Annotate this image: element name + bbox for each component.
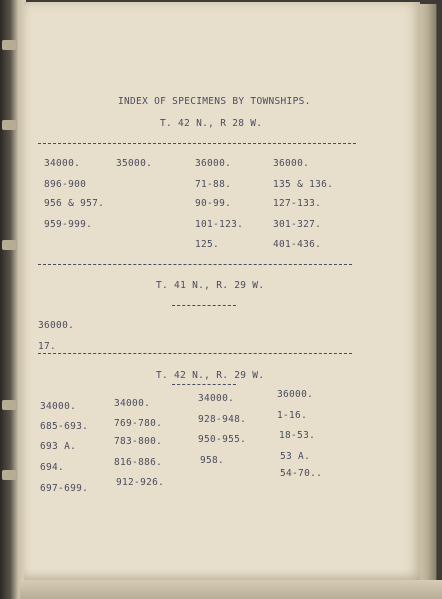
specimen-entry: 1-16. [277,410,308,421]
specimen-entry: 816-886. [114,457,163,468]
specimen-entry: 958. [200,455,225,466]
document-title: INDEX OF SPECIMENS BY TOWNSHIPS. [118,96,311,107]
specimen-entry: 783-800. [114,436,163,447]
specimen-entry: 928-948. [198,414,247,425]
divider [38,264,352,265]
specimen-entry: 18-53. [279,430,316,441]
specimen-entry: 401-436. [273,239,322,250]
specimen-entry: 127-133. [273,198,322,209]
specimen-entry: 34000. [40,401,77,412]
divider [38,353,352,354]
specimen-entry: 53 A. [280,451,311,462]
divider [172,384,236,385]
binder-tab [2,400,16,410]
binder-tab [2,40,16,50]
specimen-entry: 769-780. [114,418,163,429]
specimen-entry: 36000. [273,158,310,169]
specimen-entry: 71-88. [195,179,232,190]
binder-tab [2,120,16,130]
specimen-entry: 34000. [44,158,81,169]
specimen-entry: 912-926. [116,477,165,488]
specimen-entry: 697-699. [40,483,89,494]
specimen-entry: 36000. [277,389,314,400]
specimen-entry: 693 A. [40,441,77,452]
specimen-entry: 959-999. [44,219,93,230]
specimen-entry: 694. [40,462,65,473]
specimen-entry: 301-327. [273,219,322,230]
specimen-entry: 956 & 957. [44,198,105,209]
specimen-entry: 17. [38,341,57,352]
specimen-entry: 125. [195,239,220,250]
specimen-entry: 54-70.. [280,468,323,479]
specimen-entry: 35000. [116,158,153,169]
specimen-entry: 90-99. [195,198,232,209]
specimen-entry: 896-900 [44,179,87,190]
lower-page-edge [20,580,442,599]
section-heading: T. 42 N., R. 29 W. [156,370,265,381]
binder-tab [2,240,16,250]
divider [38,143,356,144]
section-heading: T. 41 N., R. 29 W. [156,280,265,291]
specimen-entry: 135 & 136. [273,179,334,190]
binder-spine [0,0,26,599]
specimen-entry: 101-123. [195,219,244,230]
specimen-entry: 685-693. [40,421,89,432]
binder-tab [2,470,16,480]
specimen-entry: 34000. [114,398,151,409]
specimen-entry: 36000. [195,158,232,169]
specimen-entry: 36000. [38,320,75,331]
divider [172,305,236,306]
section-heading: T. 42 N., R 28 W. [160,118,263,129]
specimen-entry: 950-955. [198,434,247,445]
specimen-entry: 34000. [198,393,235,404]
